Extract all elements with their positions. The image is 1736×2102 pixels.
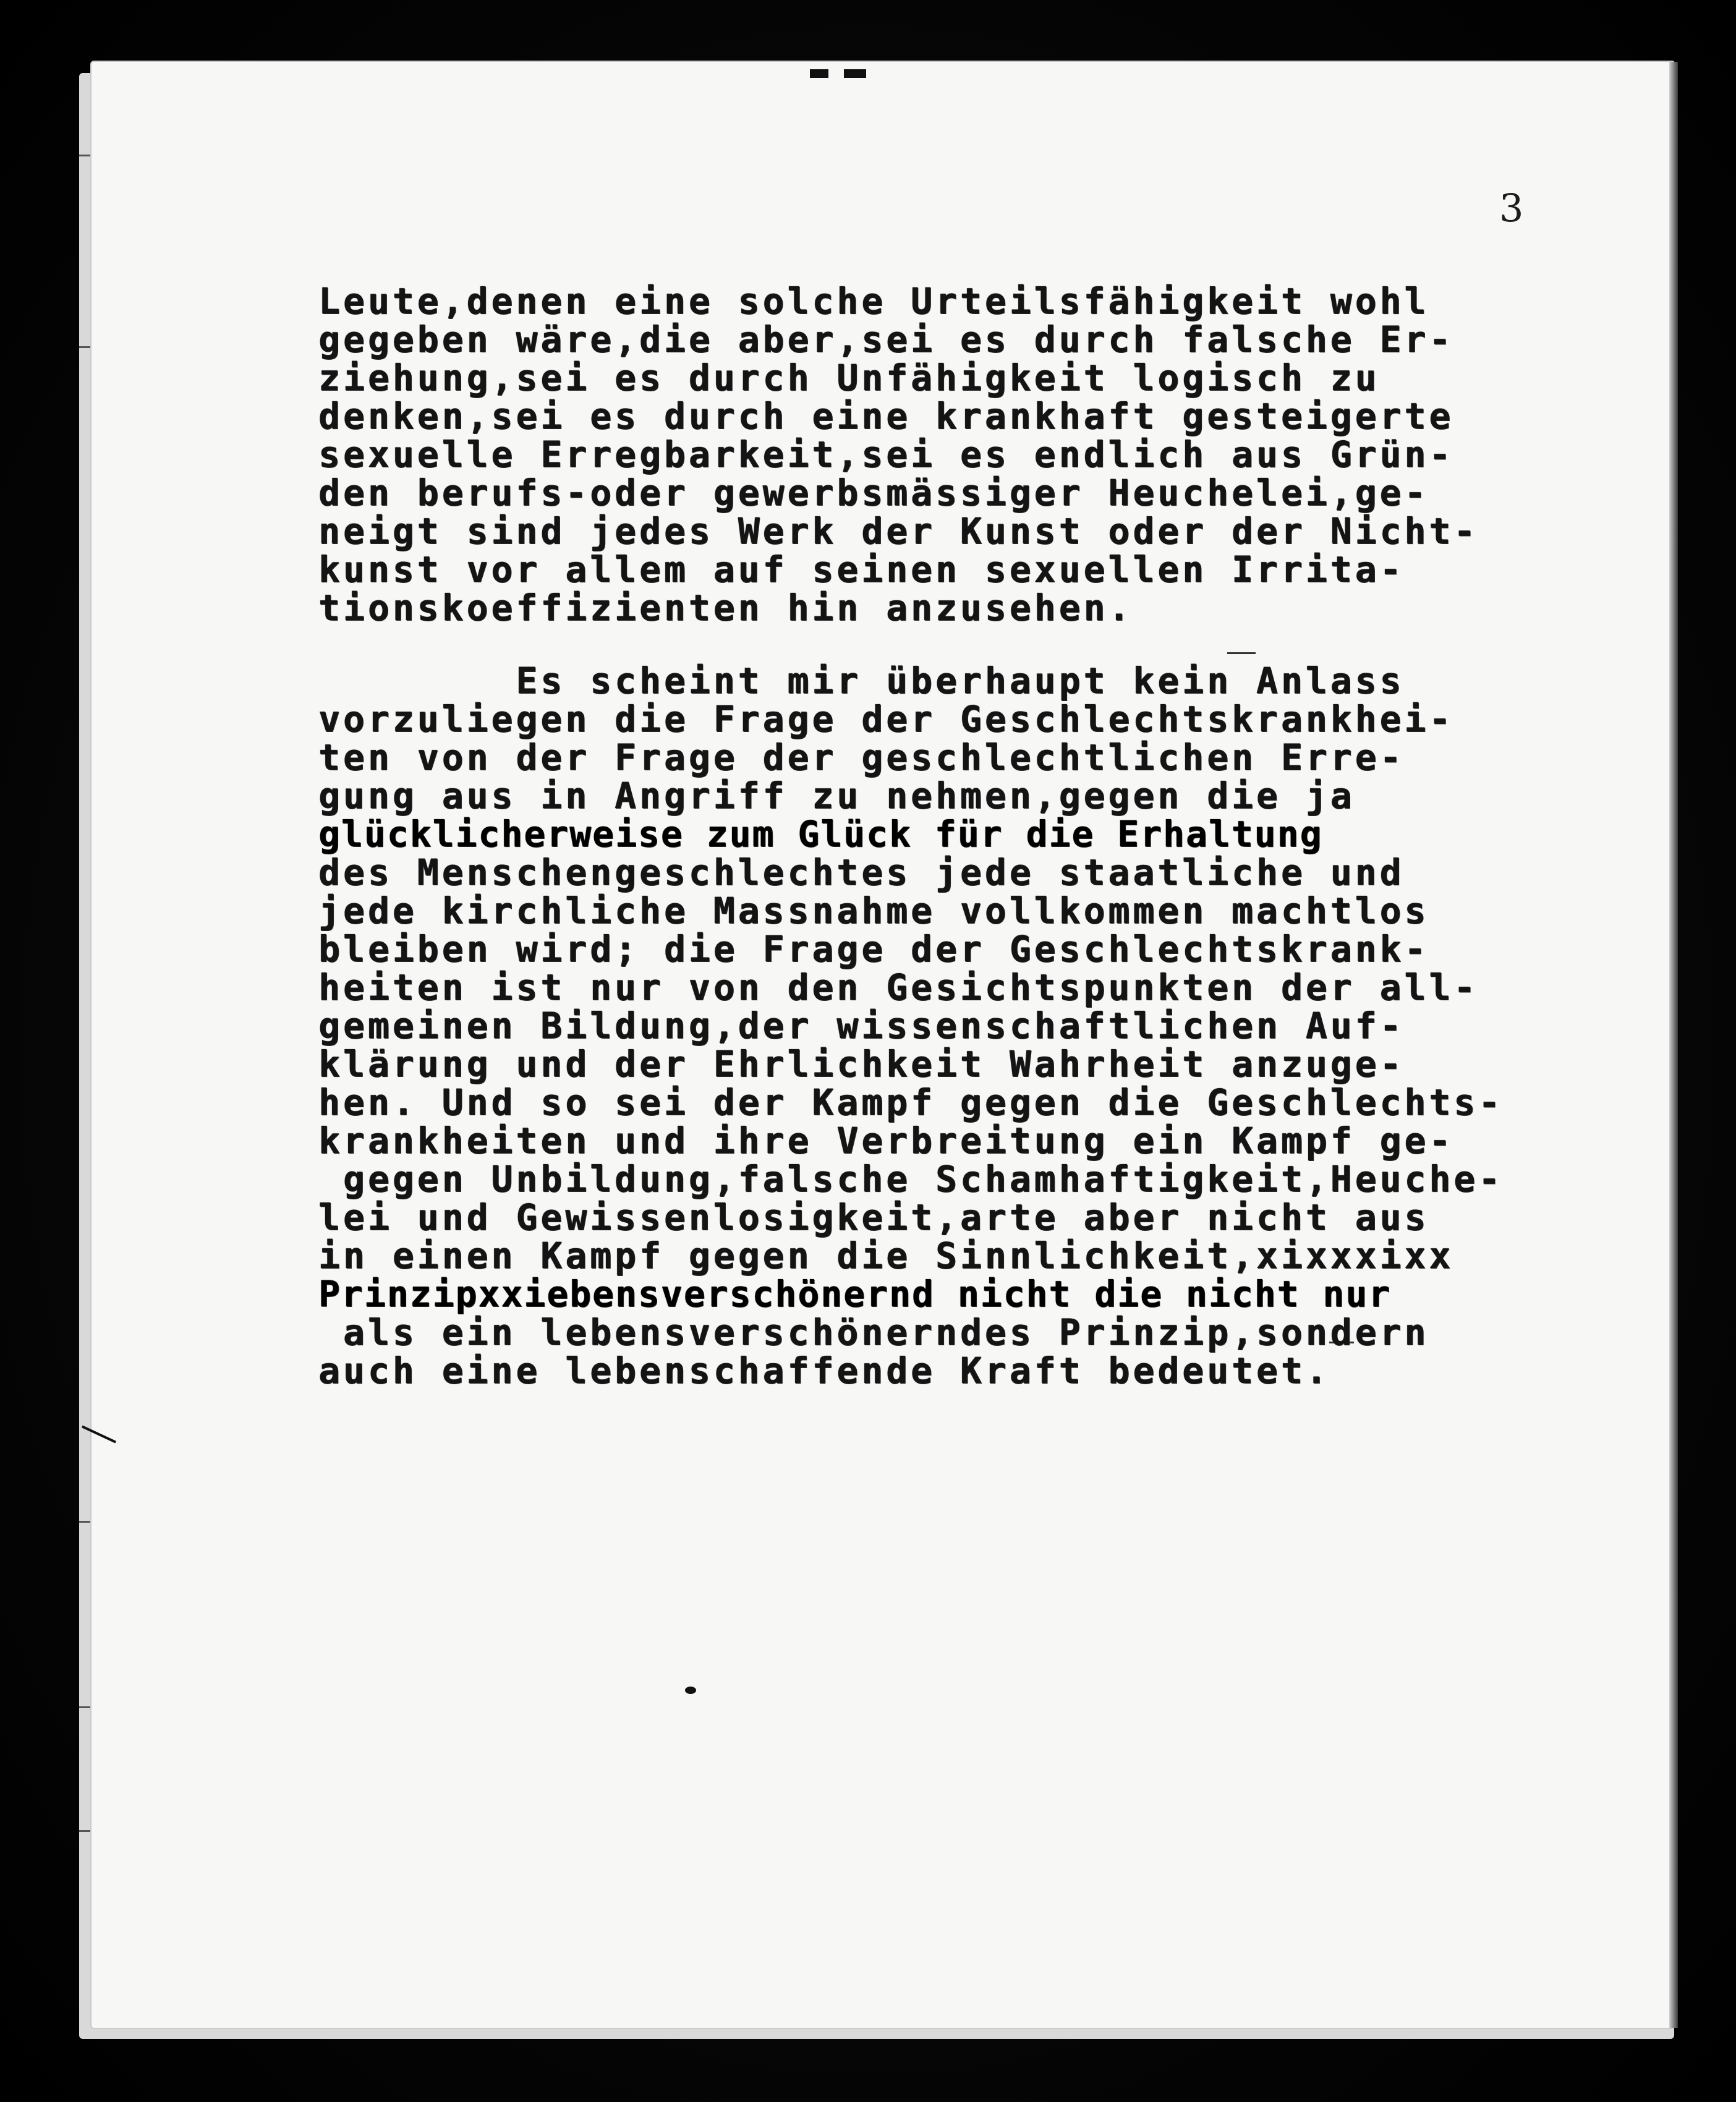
text-line: gung aus in Angriff zu nehmen,gegen die ja — [318, 775, 1355, 817]
text-line: klärung und der Ehrlichkeit Wahrheit anzuge- — [318, 1043, 1405, 1085]
text-line: vorzuliegen die Frage der Geschlechtskrankhei- — [318, 698, 1454, 740]
text-line: gegen Unbildung,falsche Schamhaftigkeit,Heuche- — [318, 1158, 1504, 1200]
text-line: lei und Gewissenlosigkeit,arte aber nicht aus — [318, 1196, 1429, 1238]
text-line: sexuelle Erregbarkeit,sei es endlich aus Grün- — [318, 433, 1454, 475]
text-line: Es scheint mir überhaupt kein Anlass — [318, 660, 1405, 702]
binding-mark — [844, 69, 866, 78]
text-line: in einen Kampf gegen die Sinnlichkeit,xixxxixx — [318, 1235, 1454, 1277]
text-line: tionskoeffizienten hin anzusehen. — [318, 587, 1133, 629]
text-line: den berufs-oder gewerbsmässiger Heuchelei,ge- — [318, 472, 1429, 514]
text-line: Leute,denen eine solche Urteilsfähigkeit wohl — [318, 280, 1429, 322]
text-line: denken,sei es durch eine krankhaft gesteigerte — [318, 395, 1454, 437]
text-line: gemeinen Bildung,der wissenschaftlichen Auf- — [318, 1005, 1405, 1047]
text-line: neigt sind jedes Werk der Kunst oder der Nicht- — [318, 510, 1479, 552]
typewritten-text — [318, 282, 1604, 1390]
text-line: als ein lebensverschönerndes Prinzip,sondern — [318, 1311, 1429, 1353]
text-line: ten von der Frage der geschlechtlichen Erre- — [318, 736, 1405, 778]
text-line: hen. Und so sei der Kampf gegen die Geschlechts- — [318, 1081, 1504, 1123]
sheet-right-edge — [1669, 62, 1678, 2028]
page-number: 3 — [1499, 185, 1524, 231]
text-line: des Menschengeschlechtes jede staatliche und — [318, 851, 1405, 893]
text-line: kunst vor allem auf seinen sexuellen Irrita- — [318, 548, 1405, 590]
text-line: heiten ist nur von den Gesichtspunkten der all- — [318, 966, 1479, 1008]
text-line: jede kirchliche Massnahme vollkommen machtlos — [318, 890, 1429, 932]
text-line: ziehung,sei es durch Unfähigkeit logisch zu — [318, 357, 1380, 399]
text-line: Prinzipxxiebensverschönernd nicht die nicht nur — [318, 1273, 1392, 1315]
text-line: gegeben wäre,die aber,sei es durch falsche Er- — [318, 318, 1454, 360]
binding-mark — [810, 69, 828, 78]
paragraph-1 — [318, 282, 1604, 627]
text-line: krankheiten und ihre Verbreitung ein Kampf ge- — [318, 1120, 1454, 1162]
text-line: bleiben wird; die Frage der Geschlechtskrank- — [318, 928, 1429, 970]
ink-speck — [685, 1687, 696, 1694]
text-line: glücklicherweise zum Glück für die Erhaltung — [318, 813, 1323, 855]
paragraph-2 — [318, 662, 1604, 1390]
text-line: auch eine lebenschaffende Kraft bedeutet. — [318, 1350, 1330, 1392]
